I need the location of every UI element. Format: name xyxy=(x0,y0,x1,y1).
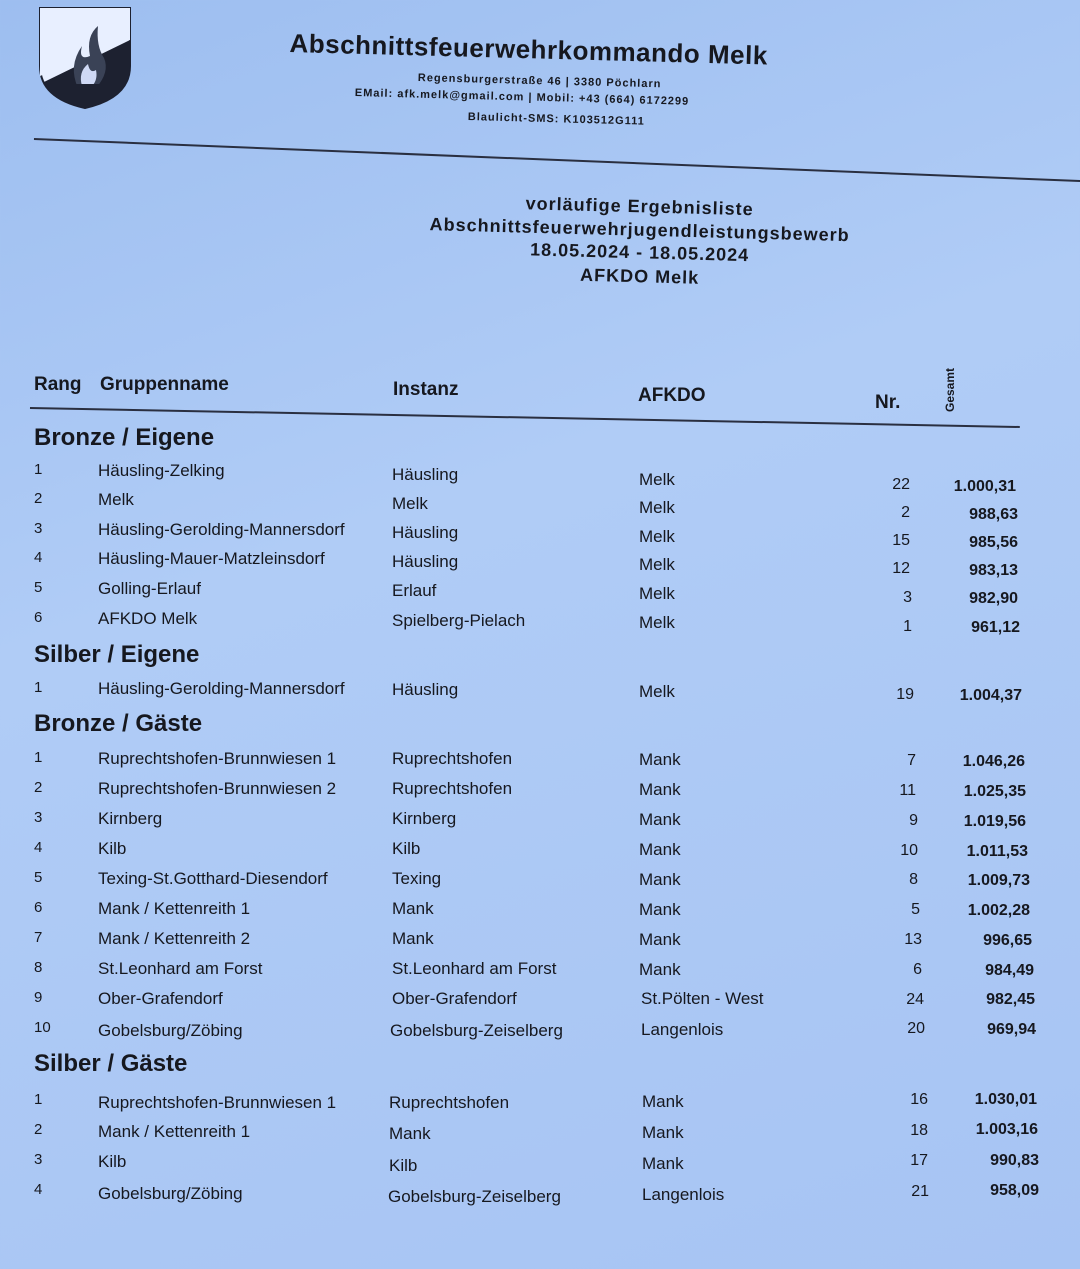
total-cell: 958,09 xyxy=(990,1182,1039,1199)
total-cell: 1.003,16 xyxy=(975,1121,1038,1138)
instanz-cell: Melk xyxy=(392,494,428,513)
competition-district: AFKDO Melk xyxy=(579,264,700,288)
organization-address: Regensburgerstraße 46 | 3380 Pöchlarn xyxy=(417,72,662,91)
nr-cell: 5 xyxy=(911,901,920,918)
instanz-cell: Ruprechtshofen xyxy=(392,779,513,798)
table-row xyxy=(0,899,1080,923)
rank-cell: 4 xyxy=(34,549,43,566)
group-name-cell: Mank / Kettenreith 1 xyxy=(98,899,251,918)
rank-cell: 7 xyxy=(34,929,43,946)
instanz-cell: Kirnberg xyxy=(392,809,457,828)
fire-brigade-emblem-icon xyxy=(38,6,132,110)
nr-cell: 19 xyxy=(896,686,914,703)
total-cell: 1.009,73 xyxy=(967,872,1030,889)
column-header-nr: Nr. xyxy=(875,392,901,413)
instanz-cell: Häusling xyxy=(392,680,459,699)
total-cell: 1.030,01 xyxy=(974,1091,1037,1108)
table-row xyxy=(0,839,1080,863)
instanz-cell: Texing xyxy=(392,869,442,888)
afkdo-cell: Mank xyxy=(639,960,681,979)
total-cell: 1.000,31 xyxy=(953,478,1016,495)
table-row xyxy=(0,490,1080,523)
nr-cell: 11 xyxy=(899,782,916,799)
afkdo-cell: Melk xyxy=(639,470,675,489)
instanz-cell: Ruprechtshofen xyxy=(389,1093,510,1112)
nr-cell: 13 xyxy=(904,931,922,948)
afkdo-cell: Langenlois xyxy=(641,1020,724,1039)
rank-cell: 2 xyxy=(34,1121,43,1138)
table-row xyxy=(0,809,1080,833)
group-name-cell: Häusling-Zelking xyxy=(98,461,225,480)
total-cell: 961,12 xyxy=(971,619,1020,636)
total-cell: 1.025,35 xyxy=(963,783,1026,800)
header-divider xyxy=(34,138,1080,182)
instanz-cell: Spielberg-Pielach xyxy=(392,611,526,630)
section-heading: Bronze / Gäste xyxy=(34,710,203,737)
column-header-gruppenname: Gruppenname xyxy=(100,374,229,395)
total-cell: 1.002,28 xyxy=(967,902,1030,919)
group-name-cell: Gobelsburg/Zöbing xyxy=(98,1184,243,1203)
group-name-cell: Melk xyxy=(98,490,134,509)
list-title: vorläufige Ergebnisliste xyxy=(525,193,754,220)
nr-cell: 16 xyxy=(910,1091,928,1108)
section-heading: Silber / Gäste xyxy=(34,1050,188,1077)
instanz-cell: Häusling xyxy=(392,465,459,484)
nr-cell: 8 xyxy=(909,871,918,888)
instanz-cell: Erlauf xyxy=(392,581,437,600)
afkdo-cell: Melk xyxy=(639,682,675,701)
group-name-cell: Kirnberg xyxy=(98,809,163,828)
group-name-cell: Mank / Kettenreith 1 xyxy=(98,1122,251,1141)
section-heading: Bronze / Eigene xyxy=(34,424,215,451)
instanz-cell: Ruprechtshofen xyxy=(392,749,513,768)
table-row xyxy=(0,609,1080,636)
total-cell: 969,94 xyxy=(987,1021,1036,1038)
rank-cell: 10 xyxy=(34,1019,51,1036)
section-heading: Silber / Eigene xyxy=(34,641,200,668)
instanz-cell: Mank xyxy=(389,1124,431,1143)
afkdo-cell: Mank xyxy=(639,810,681,829)
total-cell: 1.011,53 xyxy=(966,843,1028,860)
group-name-cell: Golling-Erlauf xyxy=(98,579,201,598)
table-row xyxy=(0,520,1080,551)
group-name-cell: Ruprechtshofen-Brunnwiesen 2 xyxy=(98,779,337,798)
rank-cell: 1 xyxy=(34,749,43,766)
table-row xyxy=(0,779,1080,803)
nr-cell: 10 xyxy=(900,842,918,859)
total-cell: 983,13 xyxy=(969,562,1018,579)
total-cell: 1.046,26 xyxy=(962,753,1025,770)
afkdo-cell: Langenlois xyxy=(642,1185,725,1204)
total-cell: 1.004,37 xyxy=(959,687,1022,704)
table-row xyxy=(0,869,1080,893)
total-cell: 982,45 xyxy=(986,991,1035,1008)
competition-dates: 18.05.2024 - 18.05.2024 xyxy=(529,239,750,266)
nr-cell: 1 xyxy=(903,618,912,635)
organization-sms: Blaulicht-SMS: K103512G111 xyxy=(467,111,645,128)
rank-cell: 8 xyxy=(34,959,43,976)
competition-name: Abschnittsfeuerwehrjugendleistungsbewerb xyxy=(429,214,850,246)
nr-cell: 6 xyxy=(913,961,922,978)
table-row xyxy=(0,929,1080,953)
rank-cell: 3 xyxy=(34,520,43,537)
rank-cell: 1 xyxy=(34,1091,43,1108)
afkdo-cell: Melk xyxy=(639,613,675,632)
total-cell: 996,65 xyxy=(983,932,1032,949)
rank-cell: 9 xyxy=(34,989,43,1006)
rank-cell: 4 xyxy=(34,1181,43,1198)
total-cell: 988,63 xyxy=(969,506,1018,523)
afkdo-cell: Mank xyxy=(639,870,681,889)
group-name-cell: Ruprechtshofen-Brunnwiesen 1 xyxy=(98,749,337,768)
table-row xyxy=(0,749,1080,773)
rank-cell: 5 xyxy=(34,579,43,596)
group-name-cell: Häusling-Gerolding-Mannersdorf xyxy=(98,520,345,539)
rank-cell: 6 xyxy=(34,899,43,916)
afkdo-cell: Mank xyxy=(642,1123,684,1142)
instanz-cell: Häusling xyxy=(392,552,459,571)
total-cell: 984,49 xyxy=(985,962,1034,979)
group-name-cell: Ober-Grafendorf xyxy=(98,989,223,1008)
afkdo-cell: Melk xyxy=(639,527,675,546)
group-name-cell: St.Leonhard am Forst xyxy=(98,959,263,978)
table-row xyxy=(0,679,1080,703)
nr-cell: 7 xyxy=(907,752,916,769)
afkdo-cell: St.Pölten - West xyxy=(641,989,764,1008)
table-row xyxy=(0,579,1080,607)
rank-cell: 2 xyxy=(34,490,43,507)
table-row xyxy=(0,989,1080,1013)
table-row xyxy=(0,1091,1080,1115)
group-name-cell: Kilb xyxy=(98,1152,127,1171)
afkdo-cell: Mank xyxy=(639,900,681,919)
instanz-cell: Häusling xyxy=(392,523,459,542)
table-row xyxy=(0,1181,1080,1205)
group-name-cell: Kilb xyxy=(98,839,127,858)
total-cell: 1.019,56 xyxy=(963,813,1026,830)
afkdo-cell: Melk xyxy=(639,498,675,517)
afkdo-cell: Mank xyxy=(639,930,681,949)
nr-cell: 12 xyxy=(892,560,910,577)
column-header-instanz: Instanz xyxy=(393,379,459,400)
rank-cell: 4 xyxy=(34,839,43,856)
total-cell: 990,83 xyxy=(990,1152,1039,1169)
instanz-cell: Kilb xyxy=(392,839,421,858)
nr-cell: 15 xyxy=(892,532,910,549)
instanz-cell: Kilb xyxy=(389,1156,418,1175)
column-header-rang: Rang xyxy=(34,374,82,395)
nr-cell: 2 xyxy=(901,504,910,521)
afkdo-cell: Mank xyxy=(642,1154,684,1173)
afkdo-cell: Melk xyxy=(639,555,675,574)
afkdo-cell: Mank xyxy=(639,780,681,799)
organization-name: Abschnittsfeuerwehrkommando Melk xyxy=(289,28,769,71)
table-row xyxy=(0,1121,1080,1145)
afkdo-cell: Mank xyxy=(639,750,681,769)
instanz-cell: Mank xyxy=(392,899,434,918)
rank-cell: 1 xyxy=(34,679,43,696)
nr-cell: 9 xyxy=(909,812,918,829)
total-cell: 982,90 xyxy=(969,590,1018,607)
group-name-cell: Texing-St.Gotthard-Diesendorf xyxy=(98,869,328,888)
rank-cell: 6 xyxy=(34,609,43,626)
table-row xyxy=(0,549,1080,579)
organization-contact: EMail: afk.melk@gmail.com | Mobil: +43 (664) 6172299 xyxy=(354,87,690,108)
table-row xyxy=(0,461,1080,495)
afkdo-cell: Melk xyxy=(639,584,675,603)
table-row xyxy=(0,1019,1080,1043)
group-name-cell: Häusling-Gerolding-Mannersdorf xyxy=(98,679,345,698)
afkdo-cell: Mank xyxy=(639,840,681,859)
table-row xyxy=(0,1151,1080,1175)
rank-cell: 5 xyxy=(34,869,43,886)
table-row xyxy=(0,959,1080,983)
group-name-cell: AFKDO Melk xyxy=(98,609,198,628)
rank-cell: 3 xyxy=(34,1151,43,1168)
instanz-cell: St.Leonhard am Forst xyxy=(392,959,557,978)
nr-cell: 20 xyxy=(907,1020,925,1037)
nr-cell: 3 xyxy=(903,589,912,606)
column-header-afkdo: AFKDO xyxy=(638,385,706,406)
afkdo-cell: Mank xyxy=(642,1092,684,1111)
group-name-cell: Gobelsburg/Zöbing xyxy=(98,1021,243,1040)
nr-cell: 18 xyxy=(910,1122,928,1139)
rank-cell: 2 xyxy=(34,779,43,796)
group-name-cell: Häusling-Mauer-Matzleinsdorf xyxy=(98,549,325,568)
rank-cell: 1 xyxy=(34,461,43,478)
instanz-cell: Ober-Grafendorf xyxy=(392,989,517,1008)
instanz-cell: Mank xyxy=(392,929,434,948)
column-header-gesamt: Gesamt xyxy=(943,367,957,412)
instanz-cell: Gobelsburg-Zeiselberg xyxy=(390,1021,563,1040)
nr-cell: 24 xyxy=(906,991,924,1008)
group-name-cell: Mank / Kettenreith 2 xyxy=(98,929,251,948)
group-name-cell: Ruprechtshofen-Brunnwiesen 1 xyxy=(98,1093,337,1112)
instanz-cell: Gobelsburg-Zeiselberg xyxy=(388,1187,561,1206)
nr-cell: 22 xyxy=(892,476,910,493)
nr-cell: 21 xyxy=(911,1183,929,1200)
total-cell: 985,56 xyxy=(969,534,1018,551)
rank-cell: 3 xyxy=(34,809,43,826)
nr-cell: 17 xyxy=(910,1152,928,1169)
